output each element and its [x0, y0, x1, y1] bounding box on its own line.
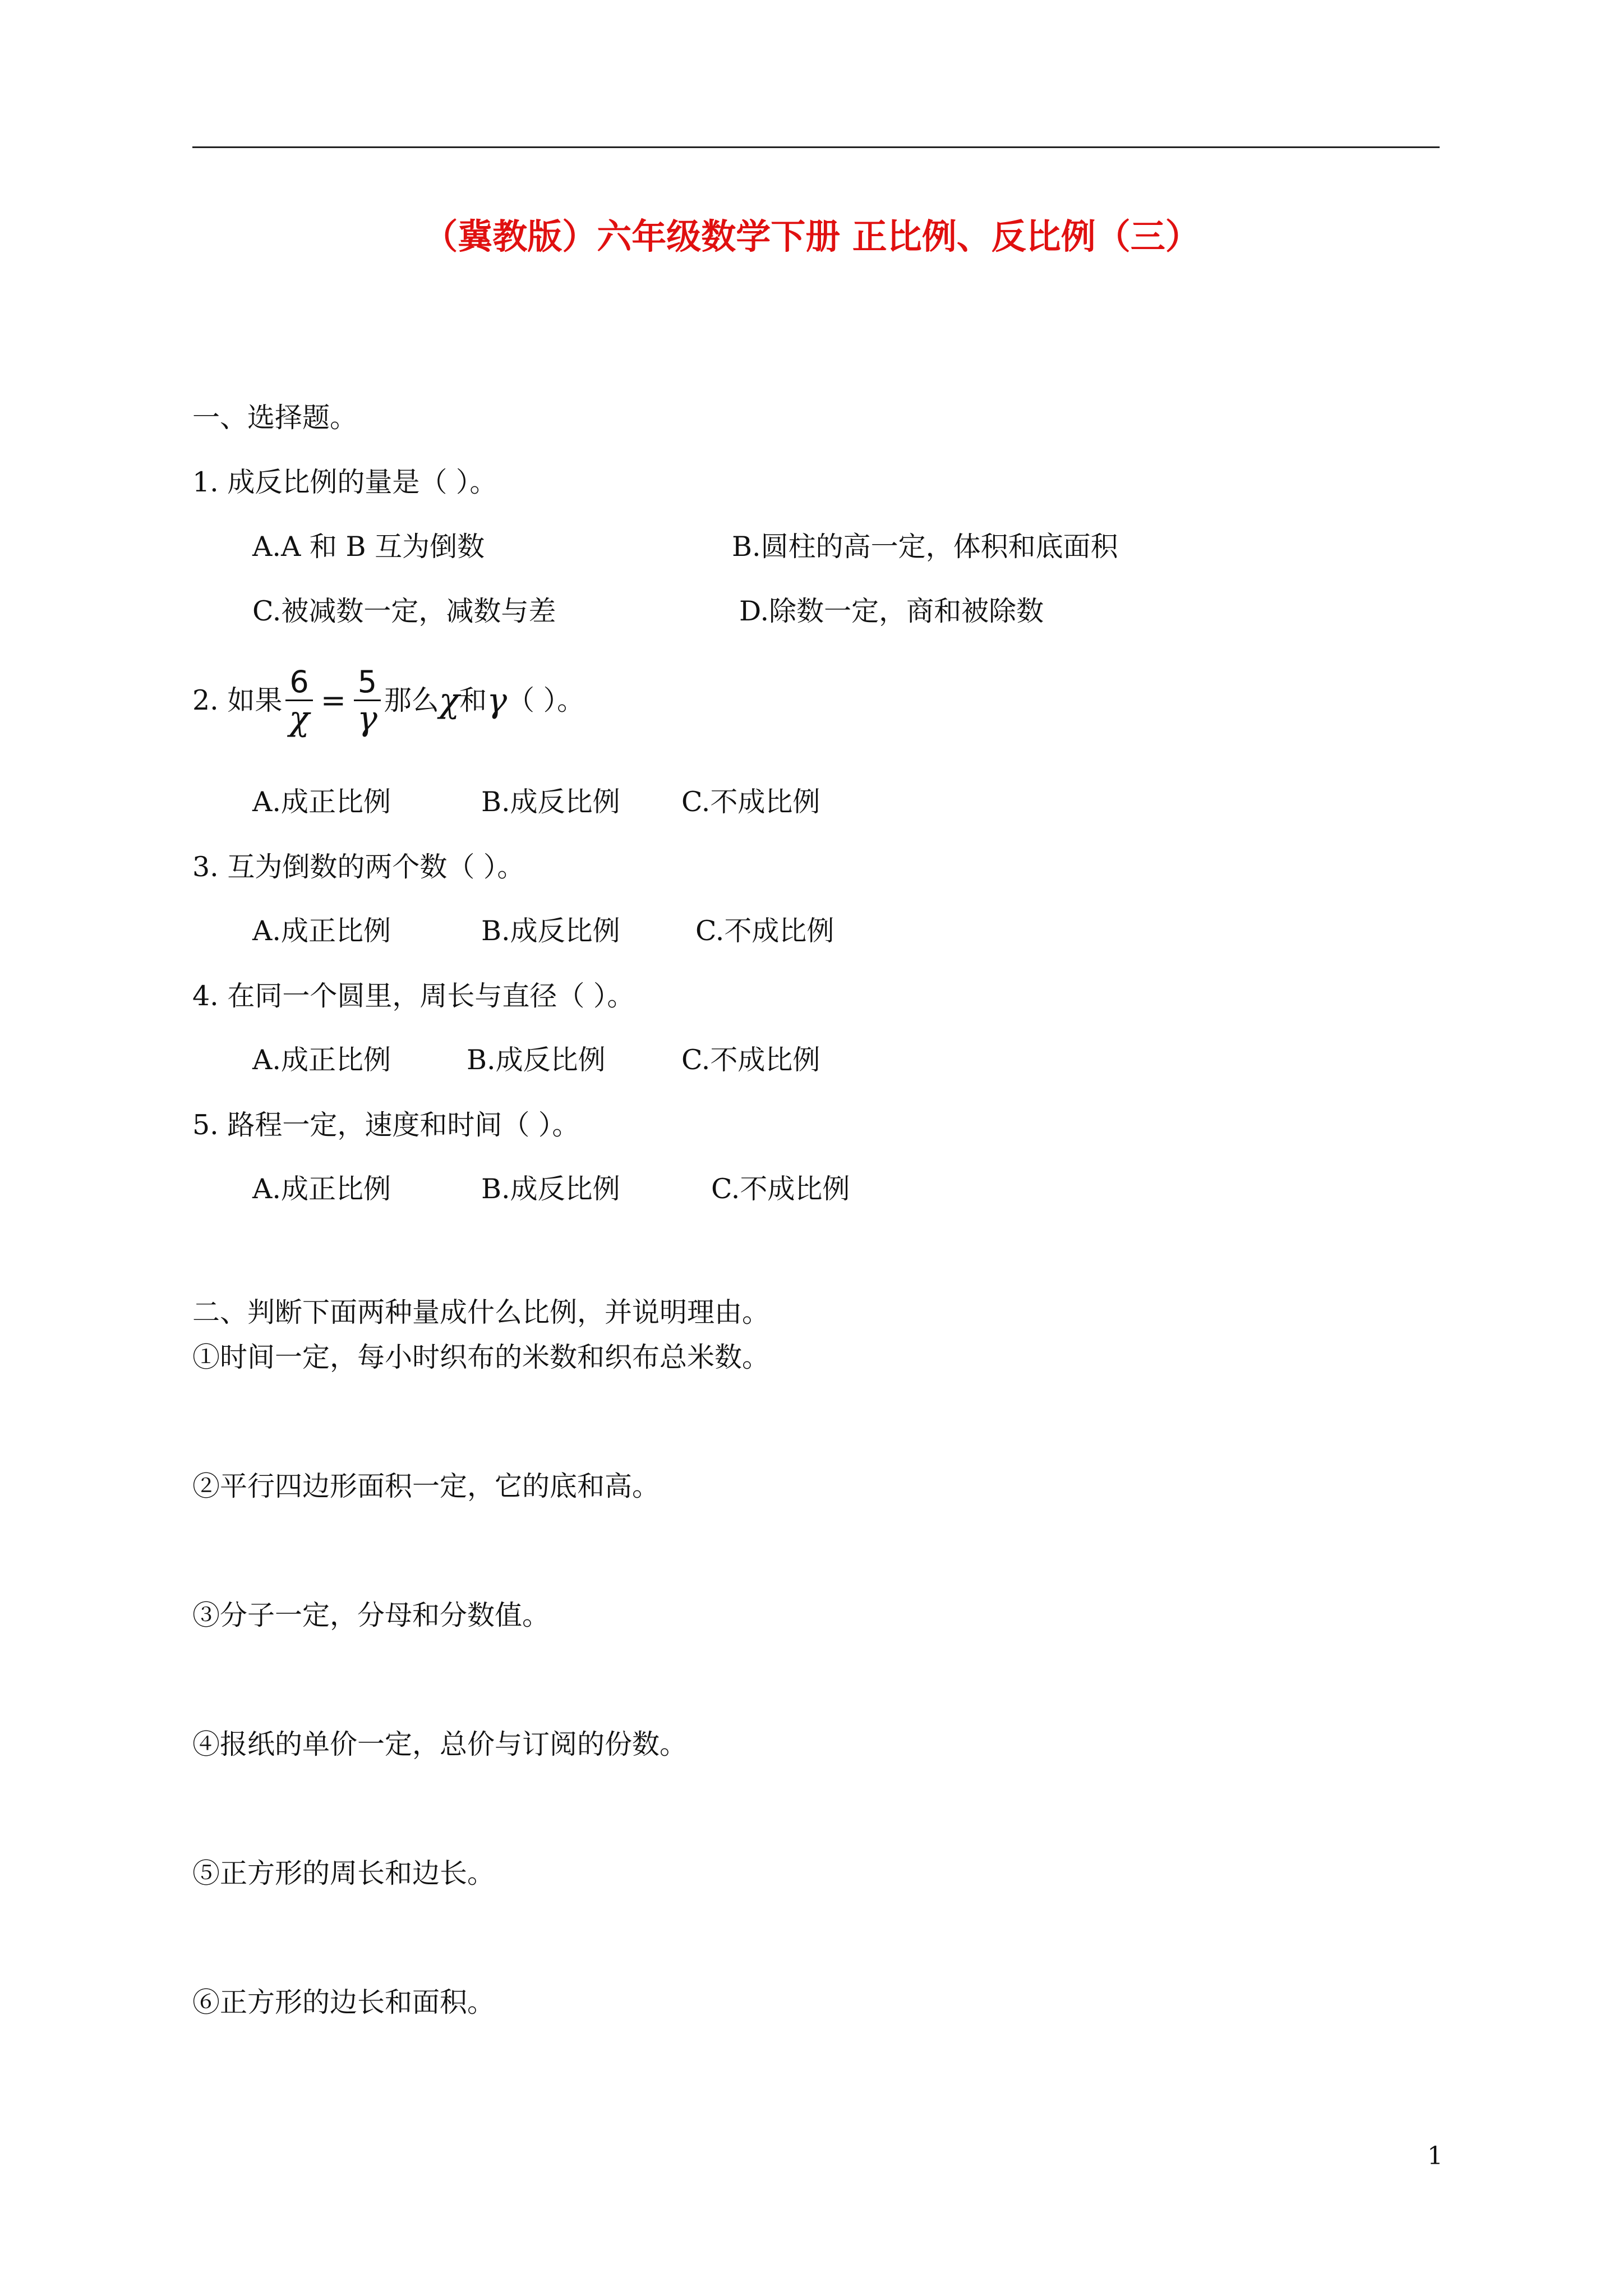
- fraction-denominator: γ: [354, 700, 381, 736]
- judge-item-5: ⑤正方形的周长和边长。: [192, 1857, 495, 1889]
- question-3-option-b: B.成反比例: [481, 915, 620, 947]
- question-2-stem: [192, 665, 584, 736]
- question-5-option-c: C.不成比例: [711, 1173, 850, 1205]
- question-1-option-d: D.除数一定，商和被除数: [739, 595, 1044, 627]
- question-3-option-a: A.成正比例: [252, 915, 391, 947]
- header-rule: [192, 146, 1440, 148]
- question-1-stem: 1. 成反比例的量是（ ）。: [192, 466, 497, 498]
- variable-y: γ: [487, 680, 508, 720]
- question-1-option-b: B.圆柱的高一定，体积和底面积: [732, 531, 1118, 563]
- question-4-option-b: B.成反比例: [467, 1044, 606, 1076]
- section-heading-choice: 一、选择题。: [192, 402, 358, 434]
- fraction-6-over-x: [285, 665, 312, 736]
- question-2-suffix: （ ）。: [507, 684, 585, 716]
- question-1-option-c: C.被减数一定，减数与差: [252, 595, 556, 627]
- judge-item-1: ①时间一定，每小时织布的米数和织布总米数。: [192, 1341, 770, 1373]
- page-number: 1: [1427, 2142, 1443, 2170]
- question-4-stem: 4. 在同一个圆里，周长与直径（ ）。: [192, 980, 635, 1012]
- question-5-option-b: B.成反比例: [481, 1173, 620, 1205]
- judge-item-6: ⑥正方形的边长和面积。: [192, 1986, 495, 2018]
- judge-item-4: ④报纸的单价一定，总价与订阅的份数。: [192, 1728, 688, 1760]
- question-2-prefix: 2. 如果: [192, 684, 283, 716]
- equals-sign: =: [320, 682, 346, 718]
- question-3-option-c: C.不成比例: [695, 915, 834, 947]
- fraction-numerator: 6: [289, 664, 309, 700]
- judge-item-2: ②平行四边形面积一定，它的底和高。: [192, 1470, 660, 1502]
- question-4-option-c: C.不成比例: [681, 1044, 820, 1076]
- fraction-numerator: 5: [357, 664, 377, 700]
- section-heading-judge: 二、判断下面两种量成什么比例，并说明理由。: [192, 1296, 770, 1328]
- question-4-option-a: A.成正比例: [252, 1044, 391, 1076]
- question-2-mid: 那么: [384, 684, 439, 716]
- question-5-option-a: A.成正比例: [252, 1173, 391, 1205]
- page-title: （冀教版）六年级数学下册 正比例、反比例（三）: [423, 216, 1200, 257]
- variable-x: χ: [439, 680, 460, 720]
- question-3-stem: 3. 互为倒数的两个数（ ）。: [192, 851, 525, 883]
- question-2-option-c: C.不成比例: [681, 786, 820, 818]
- question-1-option-a: A.A 和 B 互为倒数: [252, 531, 485, 563]
- question-2-option-b: B.成反比例: [481, 786, 620, 818]
- question-2-option-a: A.成正比例: [252, 786, 391, 818]
- fraction-denominator: χ: [285, 700, 312, 736]
- judge-item-3: ③分子一定，分母和分数值。: [192, 1599, 550, 1631]
- fraction-5-over-y: [354, 665, 381, 736]
- question-5-stem: 5. 路程一定，速度和时间（ ）。: [192, 1109, 580, 1141]
- question-2-and: 和: [459, 684, 487, 716]
